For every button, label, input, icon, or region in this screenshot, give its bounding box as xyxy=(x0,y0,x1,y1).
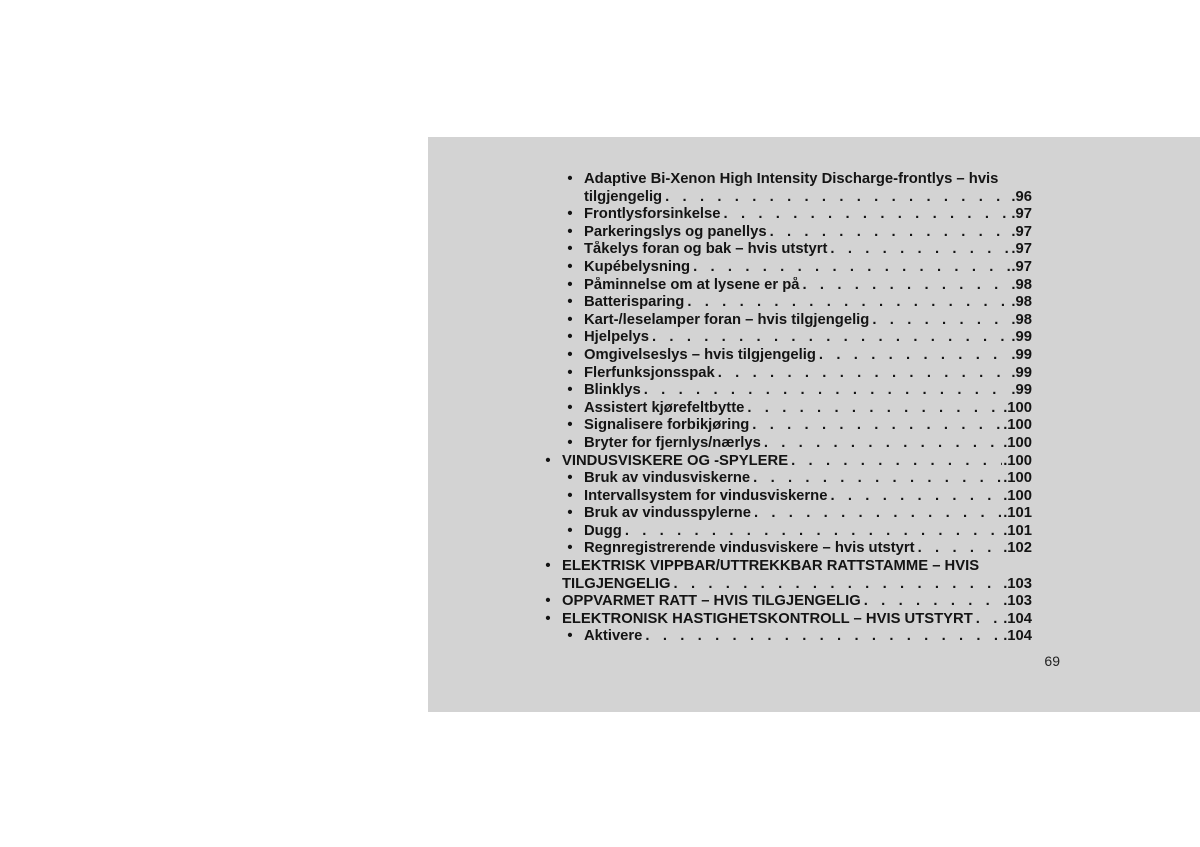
toc-entry[interactable] xyxy=(540,312,1032,330)
toc-entry-title: Påminnelse om at lysene er på xyxy=(584,276,800,293)
toc-entry-page: .96 xyxy=(1011,188,1032,205)
toc-entry[interactable] xyxy=(540,488,1032,506)
toc-entry[interactable] xyxy=(540,453,1032,471)
toc-entry-page: .98 xyxy=(1011,294,1032,311)
toc-entry-page: .100 xyxy=(1003,487,1032,504)
toc-entry-title: Intervallsystem for vindusviskerne xyxy=(584,487,828,504)
dot-leader xyxy=(827,241,1010,259)
toc-entry[interactable] xyxy=(540,347,1032,365)
bullet-icon: • xyxy=(567,206,573,223)
toc-entry-title: Hjelpelys xyxy=(584,329,649,346)
toc-entry[interactable] xyxy=(540,259,1032,277)
dot-leader xyxy=(622,523,1002,541)
dot-leader xyxy=(915,540,1003,558)
dot-leader xyxy=(744,400,1002,418)
toc-entry-page: .100 xyxy=(1003,417,1032,434)
toc-entry-title: Bruk av vindusspylerne xyxy=(584,505,751,522)
toc-entry[interactable] xyxy=(540,206,1032,224)
dot-leader xyxy=(671,576,1003,594)
toc-entry-title: Blinklys xyxy=(584,382,641,399)
toc-entry[interactable] xyxy=(540,224,1032,242)
bullet-icon: • xyxy=(567,258,573,275)
toc-entry-title: Signalisere forbikjøring xyxy=(584,417,750,434)
toc-entry-page: .100 xyxy=(1003,470,1032,487)
toc-entry-title: Kupébelysning xyxy=(584,258,691,275)
toc-entry[interactable] xyxy=(540,470,1032,488)
toc-entry[interactable] xyxy=(540,294,1032,312)
toc-entry-page: .104 xyxy=(1003,628,1032,645)
bullet-icon: • xyxy=(545,610,551,627)
toc-entry-first-line: Adaptive Bi-Xenon High Intensity Discharge-frontlys – hvis xyxy=(584,171,999,187)
dot-leader xyxy=(715,365,1011,383)
toc-entry-page: .103 xyxy=(1003,593,1032,610)
toc-entry-page: .100 xyxy=(1003,399,1032,416)
toc-entry-title: Regnregistrerende vindusviskere – hvis utstyrt xyxy=(584,540,915,557)
toc-entry[interactable] xyxy=(540,400,1032,418)
toc-entry[interactable] xyxy=(540,540,1032,558)
bullet-icon: • xyxy=(545,593,551,610)
toc-entry-page: .100 xyxy=(1003,434,1032,451)
toc-entry[interactable] xyxy=(540,329,1032,347)
bullet-icon: • xyxy=(567,241,573,258)
page-number: 69 xyxy=(1044,653,1060,669)
toc-entry-title: tilgjengelig xyxy=(584,188,663,205)
toc-entry[interactable] xyxy=(540,277,1032,295)
bullet-icon: • xyxy=(567,276,573,293)
toc-entry-page: .99 xyxy=(1011,346,1032,363)
toc-entry-title: OPPVARMET RATT – HVIS TILGJENGELIG xyxy=(562,593,861,610)
dot-leader xyxy=(690,259,1010,277)
dot-leader xyxy=(642,628,1002,646)
toc-entry[interactable] xyxy=(540,628,1032,646)
toc-entry-title: Dugg xyxy=(584,522,622,539)
toc-entry[interactable] xyxy=(540,558,1032,593)
dot-leader xyxy=(684,294,1010,312)
bullet-icon: • xyxy=(567,540,573,557)
toc-entry-title: Bryter for fjernlys/nærlys xyxy=(584,434,761,451)
toc-entry-title: Bruk av vindusviskerne xyxy=(584,470,751,487)
toc-entry[interactable] xyxy=(540,611,1032,629)
table-of-contents xyxy=(540,171,1032,646)
dot-leader xyxy=(799,277,1010,295)
toc-entry-page: .97 xyxy=(1011,206,1032,223)
bullet-icon: • xyxy=(567,223,573,240)
toc-entry-title: Frontlysforsinkelse xyxy=(584,206,721,223)
toc-entry-title: Omgivelseslys – hvis tilgjengelig xyxy=(584,346,816,363)
dot-leader xyxy=(827,488,1002,506)
dot-leader xyxy=(816,347,1011,365)
dot-leader xyxy=(721,206,1011,224)
bullet-icon: • xyxy=(567,505,573,522)
toc-entry-page: .102 xyxy=(1003,540,1032,557)
bullet-icon: • xyxy=(567,364,573,381)
toc-entry-page: .101 xyxy=(1003,522,1032,539)
bullet-icon: • xyxy=(567,522,573,539)
toc-entry-title: Kart-/leselamper foran – hvis tilgjengelig xyxy=(584,311,870,328)
toc-entry[interactable] xyxy=(540,505,1032,523)
dot-leader xyxy=(649,329,1010,347)
toc-entry[interactable] xyxy=(540,241,1032,259)
toc-entry-title: Assistert kjørefeltbytte xyxy=(584,399,745,416)
toc-entry[interactable] xyxy=(540,365,1032,383)
toc-entry-page: .98 xyxy=(1011,311,1032,328)
dot-leader xyxy=(761,435,1002,453)
bullet-icon: • xyxy=(567,171,573,187)
dot-leader xyxy=(861,593,1002,611)
toc-entry-first-line: ELEKTRISK VIPPBAR/UTTREKKBAR RATTSTAMME – HVIS xyxy=(562,558,980,575)
bullet-icon: • xyxy=(567,382,573,399)
toc-entry[interactable] xyxy=(540,523,1032,541)
toc-entry-title: TILGJENGELIG xyxy=(562,575,671,592)
dot-leader xyxy=(973,611,1002,629)
toc-entry-title: Flerfunksjonsspak xyxy=(584,364,715,381)
dot-leader xyxy=(662,189,1010,207)
toc-entry-title: ELEKTRONISK HASTIGHETSKONTROLL – HVIS UTSTYRT xyxy=(562,610,973,627)
toc-entry-page: .99 xyxy=(1011,382,1032,399)
toc-entry-page: .101 xyxy=(1003,505,1032,522)
toc-entry[interactable] xyxy=(540,171,1032,206)
toc-entry-page: .97 xyxy=(1011,258,1032,275)
dot-leader xyxy=(641,382,1011,400)
toc-entry-page: .100 xyxy=(1003,452,1032,469)
bullet-icon: • xyxy=(545,452,551,469)
toc-entry[interactable] xyxy=(540,417,1032,435)
dot-leader xyxy=(751,505,1002,523)
bullet-icon: • xyxy=(567,434,573,451)
dot-leader xyxy=(869,312,1010,330)
dot-leader xyxy=(788,453,1002,471)
bullet-icon: • xyxy=(567,294,573,311)
bullet-icon: • xyxy=(567,311,573,328)
toc-entry-page: .99 xyxy=(1011,364,1032,381)
toc-entry-title: Batterisparing xyxy=(584,294,685,311)
bullet-icon: • xyxy=(567,329,573,346)
bullet-icon: • xyxy=(567,417,573,434)
toc-entry-page: .99 xyxy=(1011,329,1032,346)
bullet-icon: • xyxy=(567,399,573,416)
bullet-icon: • xyxy=(545,558,551,575)
toc-entry-page: .103 xyxy=(1003,575,1032,592)
toc-entry-title: Parkeringslys og panellys xyxy=(584,223,767,240)
toc-entry-page: .104 xyxy=(1003,610,1032,627)
toc-entry-page: .97 xyxy=(1011,223,1032,240)
dot-leader xyxy=(750,470,1002,488)
toc-entry[interactable] xyxy=(540,435,1032,453)
bullet-icon: • xyxy=(567,470,573,487)
toc-entry-title: VINDUSVISKERE OG -SPYLERE xyxy=(562,452,789,469)
toc-entry[interactable] xyxy=(540,593,1032,611)
bullet-icon: • xyxy=(567,346,573,363)
dot-leader xyxy=(749,417,1002,435)
dot-leader xyxy=(767,224,1011,242)
toc-entry-title: Aktivere xyxy=(584,628,643,645)
bullet-icon: • xyxy=(567,487,573,504)
toc-entry-page: .98 xyxy=(1011,276,1032,293)
toc-entry[interactable] xyxy=(540,382,1032,400)
bullet-icon: • xyxy=(567,628,573,645)
toc-entry-page: .97 xyxy=(1011,241,1032,258)
toc-entry-title: Tåkelys foran og bak – hvis utstyrt xyxy=(584,241,828,258)
